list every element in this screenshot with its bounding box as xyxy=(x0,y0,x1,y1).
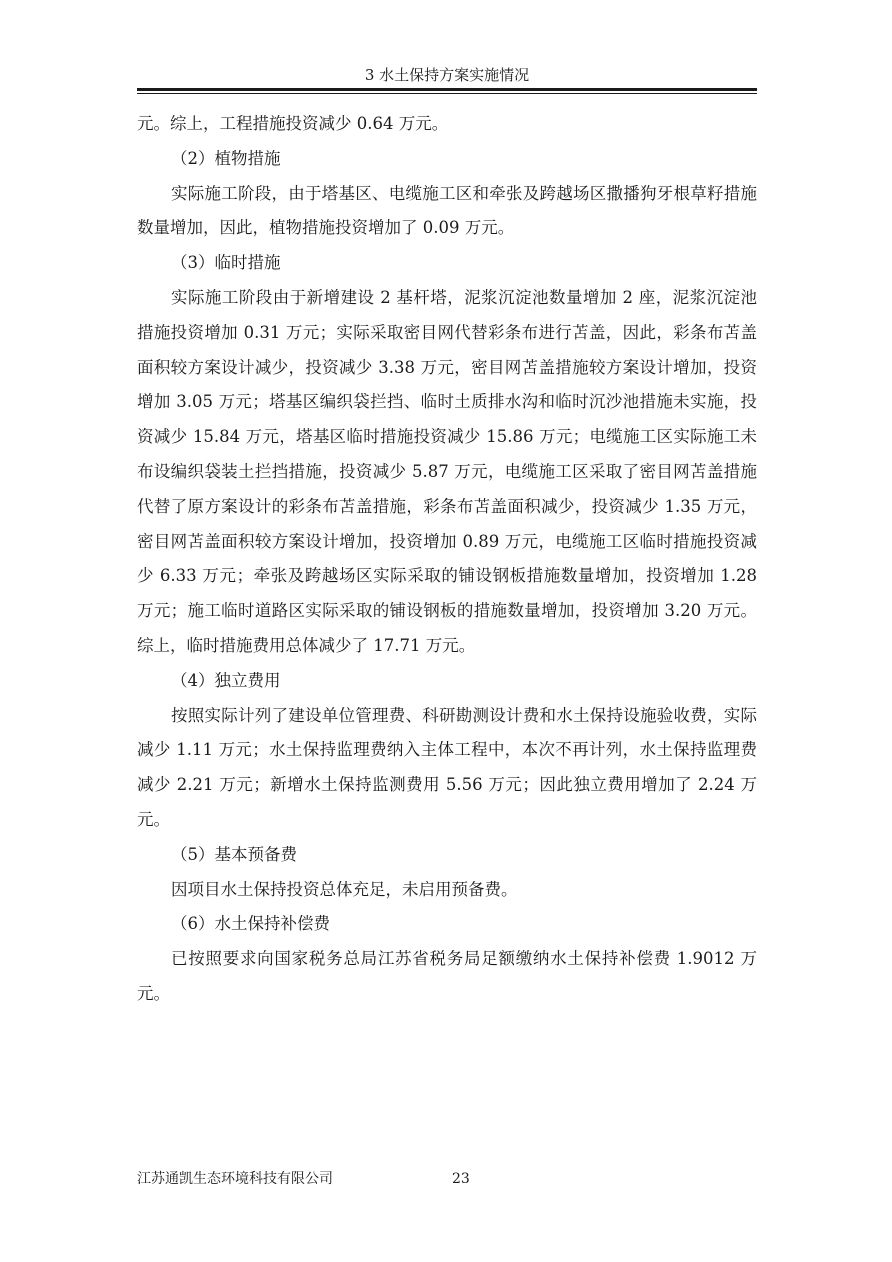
section-heading-plant-measures: （2）植物措施 xyxy=(171,148,281,168)
paragraph-plant-measures: 实际施工阶段，由于塔基区、电缆施工区和牵张及跨越场区撒播狗牙根草籽措施数量增加，因此，植物措施投资增加了 0.09 万元。 xyxy=(137,183,757,238)
section-heading-compensation-fee: （6）水土保持补偿费 xyxy=(171,914,330,934)
header-rule-thick xyxy=(137,88,757,91)
paragraph-compensation-fee: 已按照要求向国家税务总局江苏省税务局足额缴纳水土保持补偿费 1.9012 万元。 xyxy=(137,949,757,1003)
paragraph-temporary-measures: 实际施工阶段由于新增建设 2 基杆塔，泥浆沉淀池数量增加 2 座，泥浆沉淀池措施投资增加 0.31 万元；实际采取密目网代替彩条布进行苫盖，因此，彩条布苫盖面积较方案设计减少，投资减少 3.38 万元，密目网苫盖措施较方案设计增加，投资增加 3.05 万元；塔基区编织袋拦挡、临时土质排水沟和临时沉沙池措施未实施，投资减少 15.84 万元，塔基区临时措施投资减少 15.86 万元；电缆施工区实际施工未布设编织袋装土拦挡措施，投资减少 5.87 万元，电缆施工区采取了密目网苫盖措施代替了原方案设计的彩条布苫盖措施，彩条布苫盖面积减少，投资减少 1.35 万元，密目网苫盖面积较方案设计增加，投资增加 0.89 万元，电缆施工区临时措施投资减少 6.33 万元；牵张及跨越场区实际采取的铺设钢板措施数量增加，投资增加 1.28 万元；施工临时道路区实际采取的铺设钢板的措施数量增加，投资增加 3.20 万元。综上，临时措施费用总体减少了 17.71 万元。 xyxy=(137,287,757,655)
footer-company-name: 江苏通凯生态环境科技有限公司 xyxy=(137,1171,333,1187)
paragraph-basic-reserve: 因项目水土保持投资总体充足，未启用预备费。 xyxy=(171,879,518,899)
header-rule-thin xyxy=(137,93,757,94)
section-heading-basic-reserve: （5）基本预备费 xyxy=(171,844,297,864)
body-text xyxy=(137,107,757,1012)
page-number: 23 xyxy=(452,1171,470,1187)
section-heading-temporary-measures: （3）临时措施 xyxy=(171,253,281,273)
paragraph-continuation: 元。综上，工程措施投资减少 0.64 万元。 xyxy=(137,114,449,133)
running-header: 3 水土保持方案实施情况 xyxy=(364,66,530,84)
page-footer xyxy=(137,1167,757,1191)
section-heading-independent-costs: （4）独立费用 xyxy=(171,670,281,690)
paragraph-independent-costs: 按照实际计列了建设单位管理费、科研勘测设计费和水土保持设施验收费，实际减少 1.11 万元；水土保持监理费纳入主体工程中，本次不再计列，水土保持监理费减少 2.21 万元；新增水土保持监测费用 5.56 万元；因此独立费用增加了 2.24 万元。 xyxy=(137,705,757,829)
